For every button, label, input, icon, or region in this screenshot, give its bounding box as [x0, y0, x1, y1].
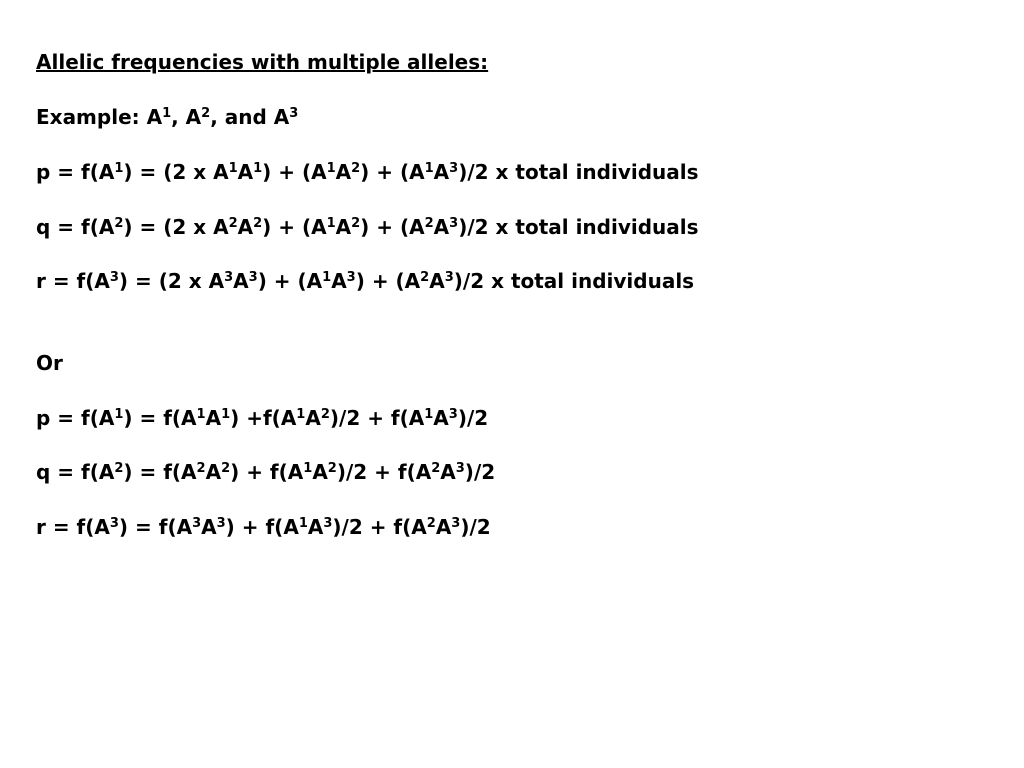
- formula-q-total-individuals: $q = f(A^2) = (2$ x $A^2A^2) + (A^1A^2) + (A^2A^3)/2$ x total individuals: [36, 215, 699, 239]
- example-line: Example: $A^1$, $A^2$, and $A^3$: [36, 105, 299, 129]
- formula-p-genotype-frequency: $p = f(A^1) = f(A^1A^1) +f(A^1A^2)/2 + f(A^1A^3)/2$: [36, 406, 489, 430]
- formula-q-genotype-frequency: $q = f(A^2) = f(A^2A^2) + f(A^1A^2)/2 + f(A^2A^3)/2$: [36, 460, 496, 484]
- formula-p-total-individuals: $p = f(A^1) = (2$ x $A^1A^1) + (A^1A^2) + (A^1A^3)/2$ x total individuals: [36, 160, 699, 184]
- formula-r-total-individuals: $r = f(A^3) = (2$ x $A^3A^3) + (A^1A^3) + (A^2A^3)/2$ x total individuals: [36, 269, 695, 293]
- slide-title: Allelic frequencies with multiple alleles:: [36, 50, 489, 74]
- or-label: Or: [36, 351, 63, 375]
- formula-r-genotype-frequency: $r = f(A^3) = f(A^3A^3) + f(A^1A^3)/2 + f(A^2A^3)/2$: [36, 515, 491, 539]
